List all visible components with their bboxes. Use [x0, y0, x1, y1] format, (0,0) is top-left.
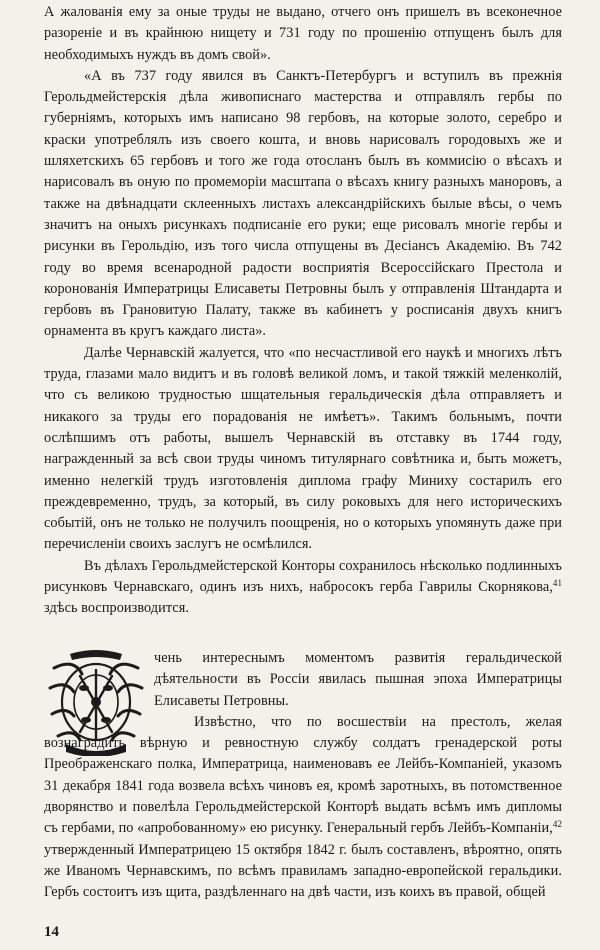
paragraph-4-tail: здѣсь воспроизводится. — [44, 600, 189, 617]
paragraph-6-text-b: утвержденный Императрицею 15 октября 1842 г. былъ составленъ, вѣроятно, опять же Иваномъ Чернавскимъ, по всѣмъ правиламъ западно-европейской геральдики. Гербъ состоитъ изъ щита, раздѣленнаго на двѣ части, изъ коихъ въ правой, общей — [44, 841, 562, 901]
text-block-bottom — [44, 648, 562, 904]
paragraph-6 — [44, 712, 562, 904]
paragraph-1: А жалованія ему за оные труды не выдано, отчего онъ пришелъ въ всеконечное разореніе и въ крайнюю нищету и 731 году по прошенію отпущенъ былъ для необходимыхъ нуждъ въ домъ свой». — [44, 4, 562, 63]
footnote-ref-42: 42 — [552, 819, 562, 830]
paragraph-4 — [44, 556, 562, 620]
paragraph-3: Далѣе Чернавскій жалуется, что «по несчастливой его наукѣ и многихъ лѣтъ труда, глазами мало видитъ и въ головѣ великой ломъ, и такой тяжкій меленколій, что съ великою трудностью шщательныя геральдическія дѣла отправляетъ и никакого за труды его порадованія не имѣетъ». Такимъ больнымъ, почти ослѣпшимъ отъ работы, вышелъ Чернавскій въ отставку въ 1744 году, награжденный за всѣ свои труды чиномъ титулярнаго совѣтника и, быть можетъ, именно нелегкій трудъ изготовленія диплома графу Миниху состарилъ его преждевременно, трудъ, за который, въ силу роковыхъ для него историческихъ событій, онъ не только не получилъ поощренія, но о которыхъ упомянуть даже при перечисленіи своихъ заслугъ не осмѣлился. — [44, 344, 562, 553]
text-block-top — [44, 2, 562, 620]
paragraph-4-text: Въ дѣлахъ Герольдмейстерской Конторы сохранилось нѣсколько подлинныхъ рисунковъ Чернавскаго, одинъ изъ нихъ, набросокъ герба Гаврилы Скорнякова, — [44, 557, 562, 596]
page-number: 14 — [44, 924, 59, 940]
paragraph-6-text-a: Извѣстно, что по восшествіи на престолъ, желая вознаградить вѣрную и ревностную службу солдатъ гренадерской роты Преображенскаго полка, Императрица, наименовавъ ее Лейбъ-Компаніей, указомъ 31 декабря 1841 года возвела всѣхъ чиновъ ея, кромѣ заротныхъ, въ потомственное дворянство и повелѣла Герольдмейстерской Конторѣ выдать всѣмъ имъ дипломы съ гербами, по «апробованному» ею рисунку. Генеральный гербъ Лейбъ-Компаніи, — [44, 713, 562, 837]
footnote-ref-41: 41 — [552, 578, 562, 589]
paragraph-5: чень интереснымъ моментомъ развитія геральдической дѣятельности въ Россіи явилась пышная эпоха Императрицы Елисаветы Петровны. — [154, 650, 562, 709]
paragraph-2: «А въ 737 году явился въ Санктъ-Петербургъ и вступилъ въ прежнія Герольдмейстерскія дѣла живописнаго мастерства и отправлялъ гербы по губерніямъ, которыхъ имъ написано 98 гербовъ, на которые золото, серебро и краски употреблялъ изъ своего кошта, и вновь нарисовалъ городовыхъ же и шляхетскихъ 65 гербовъ и того же года отосланъ былъ въ коммисію о вѣсахъ и нарисовалъ въ оную по промеморіи масштапа о вѣсахъ книгу разныхъ маноровъ, а также на двѣнадцати склеенныхъ листахъ александрійскихъ былые вѣсы, о чемъ значитъ на оныхъ рисункахъ подписаніе его руки; еще рисовалъ многіе гербы и рисунки въ Герольдію, изъ того числа отпущены въ Десіансъ Академію. Въ 742 году во время всенародной радости восприятія Всероссійскаго Престола и коронованія Императрицы Елисаветы Петровны былъ у отправленія Штандарта и гербовъ въ Грановитую Палату, также въ кабинетъ у росписанія двухъ книгъ орнамента въ кругъ каждаго листа». — [44, 67, 562, 340]
